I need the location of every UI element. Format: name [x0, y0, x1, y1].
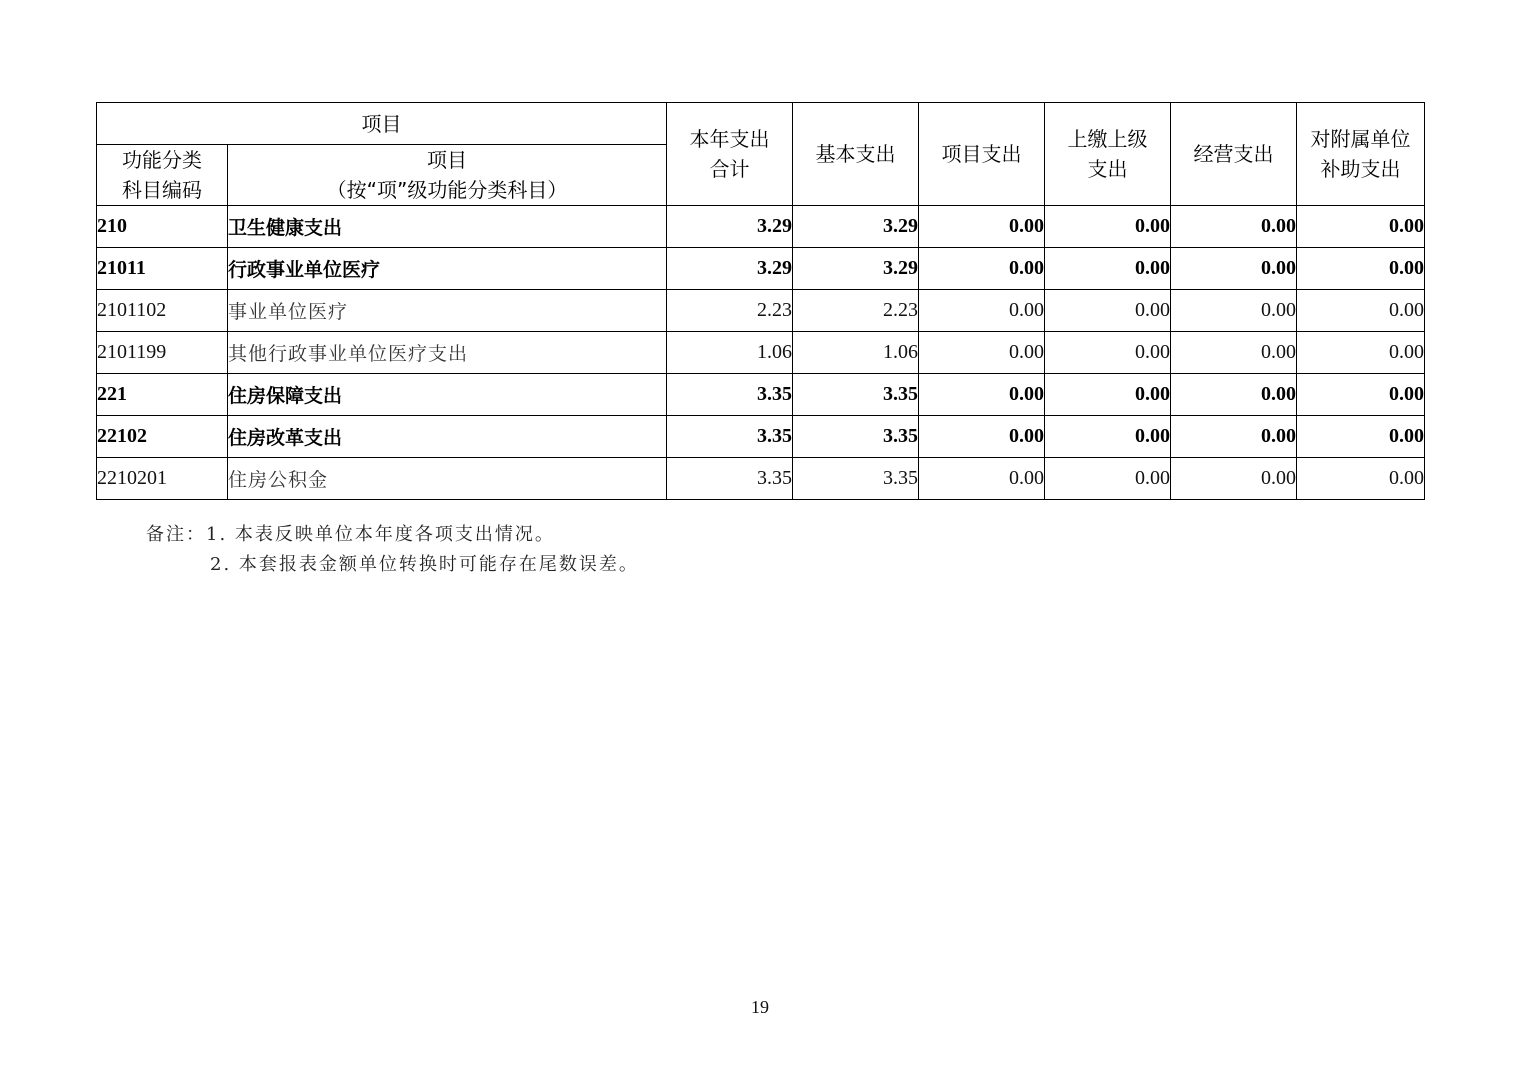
table-row: [97, 290, 1425, 332]
table-row: [97, 248, 1425, 290]
row-business: 0.00: [1171, 332, 1297, 374]
table-row: [97, 374, 1425, 416]
row-subsidy: 0.00: [1297, 416, 1425, 458]
subsidy-header-line2: 补助支出: [1320, 157, 1401, 181]
name-header: [228, 145, 667, 206]
row-basic: 1.06: [793, 332, 919, 374]
row-basic: 3.29: [793, 248, 919, 290]
row-name: 住房保障支出: [228, 374, 667, 416]
row-upper: 0.00: [1045, 206, 1171, 248]
row-upper: 0.00: [1045, 458, 1171, 500]
upper-header-line2: 支出: [1087, 157, 1128, 181]
row-business: 0.00: [1171, 206, 1297, 248]
code-header: [97, 145, 228, 206]
upper-header-line1: 上缴上级: [1067, 127, 1148, 151]
row-upper: 0.00: [1045, 374, 1171, 416]
row-total: 3.35: [667, 416, 793, 458]
name-header-line2: （按“项”级功能分类科目）: [326, 178, 568, 202]
row-upper: 0.00: [1045, 248, 1171, 290]
row-total: 3.35: [667, 458, 793, 500]
row-total: 3.29: [667, 248, 793, 290]
row-business: 0.00: [1171, 458, 1297, 500]
subsidy-header: [1297, 103, 1425, 206]
row-project: 0.00: [919, 290, 1045, 332]
row-name: 卫生健康支出: [228, 206, 667, 248]
row-basic: 3.35: [793, 374, 919, 416]
total-header-line2: 合计: [709, 157, 750, 181]
subsidy-header-line1: 对附属单位: [1310, 127, 1411, 151]
expenditure-table: [96, 102, 1425, 500]
row-code: 221: [97, 374, 228, 416]
table-notes: [146, 520, 639, 580]
code-header-line1: 功能分类: [122, 148, 202, 172]
row-subsidy: 0.00: [1297, 248, 1425, 290]
row-project: 0.00: [919, 206, 1045, 248]
row-upper: 0.00: [1045, 416, 1171, 458]
table-row: [97, 332, 1425, 374]
row-code: 22102: [97, 416, 228, 458]
row-name: 事业单位医疗: [228, 290, 667, 332]
item-group-header: 项目: [97, 103, 667, 145]
row-total: 3.35: [667, 374, 793, 416]
code-header-line2: 科目编码: [122, 178, 202, 202]
row-name: 行政事业单位医疗: [228, 248, 667, 290]
row-name: 住房改革支出: [228, 416, 667, 458]
name-header-line1: 项目: [427, 148, 467, 172]
row-total: 3.29: [667, 206, 793, 248]
row-subsidy: 0.00: [1297, 458, 1425, 500]
row-code: 2101199: [97, 332, 228, 374]
note-line-1: 备注：1. 本表反映单位本年度各项支出情况。: [146, 524, 555, 545]
row-basic: 3.29: [793, 206, 919, 248]
table-row: [97, 206, 1425, 248]
page-number: 19: [751, 997, 769, 1017]
row-project: 0.00: [919, 248, 1045, 290]
row-code: 210: [97, 206, 228, 248]
row-upper: 0.00: [1045, 290, 1171, 332]
row-total: 2.23: [667, 290, 793, 332]
row-subsidy: 0.00: [1297, 290, 1425, 332]
row-project: 0.00: [919, 374, 1045, 416]
row-basic: 3.35: [793, 458, 919, 500]
note-line-2: 2. 本套报表金额单位转换时可能存在尾数误差。: [210, 554, 639, 575]
row-project: 0.00: [919, 458, 1045, 500]
row-subsidy: 0.00: [1297, 374, 1425, 416]
row-project: 0.00: [919, 416, 1045, 458]
row-name: 住房公积金: [228, 458, 667, 500]
row-business: 0.00: [1171, 248, 1297, 290]
business-header: 经营支出: [1171, 103, 1297, 206]
row-code: 2101102: [97, 290, 228, 332]
row-basic: 2.23: [793, 290, 919, 332]
row-code: 21011: [97, 248, 228, 290]
table-row: [97, 458, 1425, 500]
row-subsidy: 0.00: [1297, 206, 1425, 248]
project-header: 项目支出: [919, 103, 1045, 206]
row-upper: 0.00: [1045, 332, 1171, 374]
row-project: 0.00: [919, 332, 1045, 374]
row-business: 0.00: [1171, 374, 1297, 416]
row-basic: 3.35: [793, 416, 919, 458]
row-total: 1.06: [667, 332, 793, 374]
row-business: 0.00: [1171, 290, 1297, 332]
table-row: [97, 416, 1425, 458]
total-header: [667, 103, 793, 206]
row-name: 其他行政事业单位医疗支出: [228, 332, 667, 374]
upper-header: [1045, 103, 1171, 206]
total-header-line1: 本年支出: [689, 127, 770, 151]
row-subsidy: 0.00: [1297, 332, 1425, 374]
row-business: 0.00: [1171, 416, 1297, 458]
row-code: 2210201: [97, 458, 228, 500]
basic-header: 基本支出: [793, 103, 919, 206]
